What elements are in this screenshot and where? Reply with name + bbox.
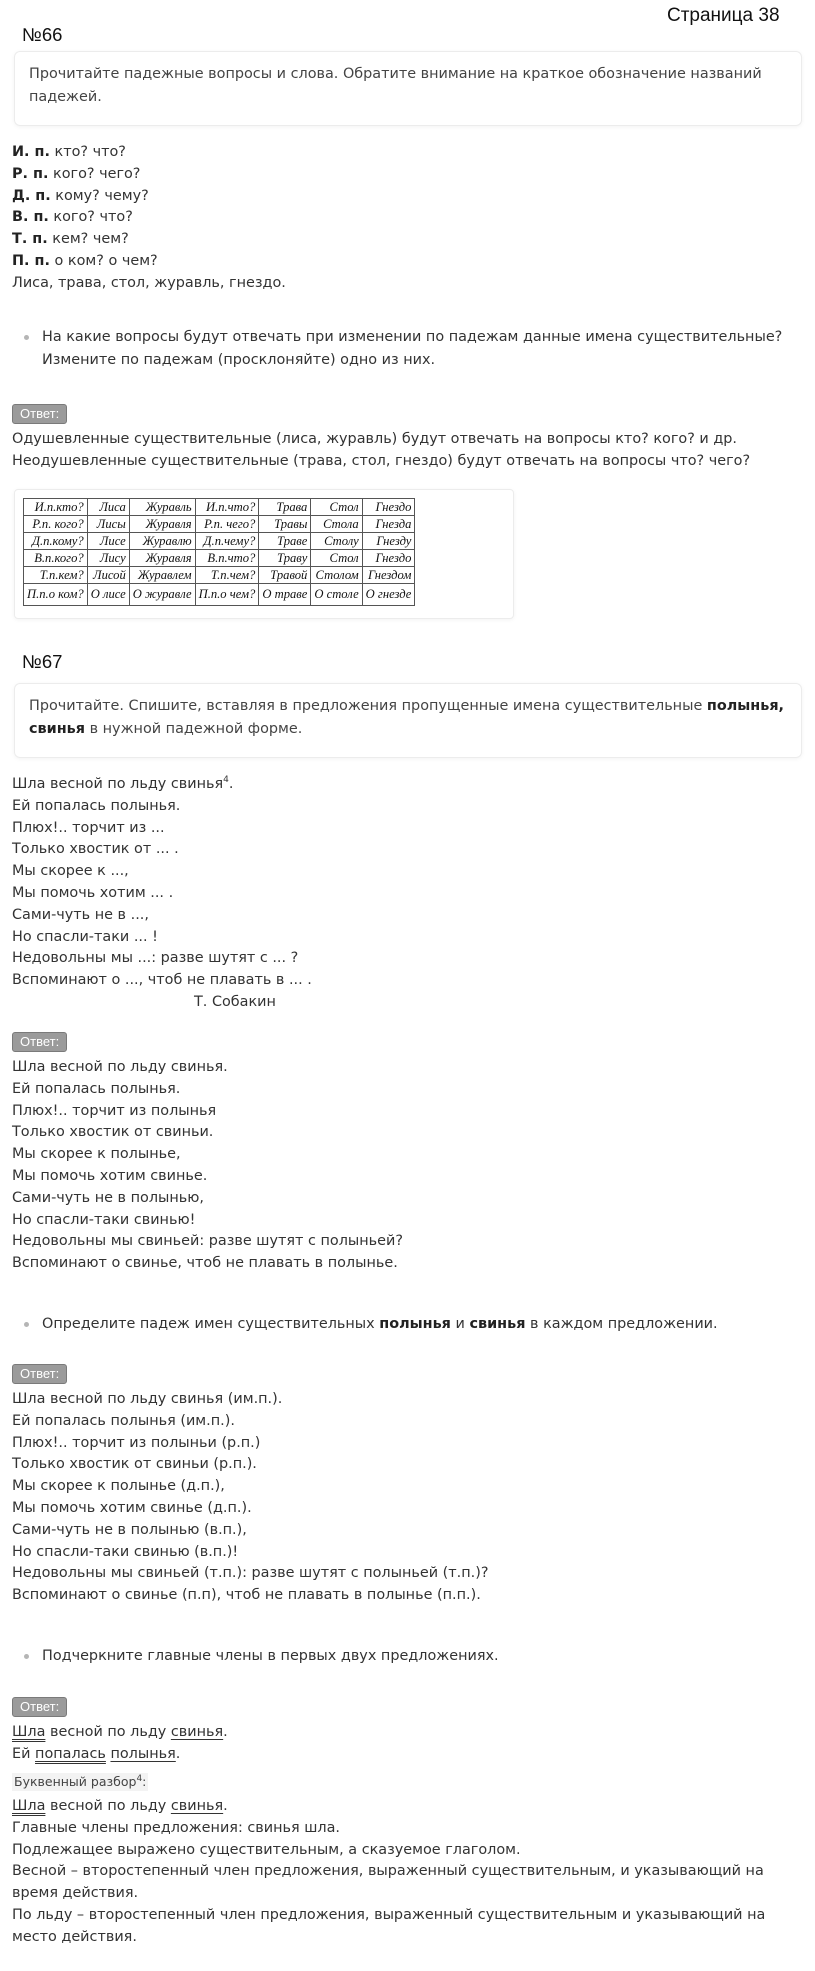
instruction-text: Прочитайте. Спишите, вставляя в предложения пропущенные имена существительные xyxy=(29,698,707,714)
table-cell: Журавль xyxy=(129,499,195,516)
case-questions: кого? чего? xyxy=(48,165,141,182)
instruction-bold-words: полынья, свинья xyxy=(29,698,785,737)
poem-line: Только хвостик от ... . xyxy=(12,841,179,858)
answer-line xyxy=(12,1744,802,1766)
poem-line xyxy=(12,774,802,796)
parse-line: Главные члены предложения: свинья шла. xyxy=(12,1819,341,1836)
page-number: Страница 38 xyxy=(667,5,780,26)
answer-line: Мы скорее к полынье (д.п.), xyxy=(12,1478,225,1495)
table-cell: Гнездом xyxy=(362,567,415,584)
poem-first-text: Шла весной по льду свинья xyxy=(12,776,224,792)
table-cell: Гнезда xyxy=(362,516,415,533)
question-bold-word: полынья xyxy=(379,1316,451,1332)
instruction-text: Прочитайте падежные вопросы и слова. Обратите внимание на краткое обозначение названий падежей. xyxy=(29,66,762,105)
table-cell: О траве xyxy=(259,584,311,606)
task-number-67: №67 xyxy=(22,651,63,672)
declension-table xyxy=(23,498,415,606)
case-abbr: Т. п. xyxy=(12,231,48,248)
answer-line: Шла весной по льду свинья. xyxy=(12,1059,228,1075)
table-cell: О лисе xyxy=(87,584,129,606)
answer-line: Вспоминают о свинье (п.п), чтоб не плавать в полынье (п.п.). xyxy=(12,1587,481,1604)
table-cell: Журавлю xyxy=(129,533,195,550)
table-cell: Лисой xyxy=(87,567,129,584)
parse-label-text: Буквенный разбор xyxy=(14,1774,137,1789)
answer-66 xyxy=(12,429,802,473)
answer-67-2 xyxy=(12,1389,802,1607)
answer-text: весной по льду xyxy=(45,1724,171,1740)
poem-first-end: . xyxy=(228,776,234,792)
table-cell: Травой xyxy=(259,567,311,584)
table-row xyxy=(24,584,415,606)
table-cell: В.п.что? xyxy=(195,550,259,567)
question-67-2 xyxy=(23,1313,803,1336)
parse-label-colon: : xyxy=(142,1774,147,1789)
parse-text: . xyxy=(223,1798,228,1814)
answer-text: Ей xyxy=(12,1745,36,1762)
predicate-underlined: Шла xyxy=(12,1798,46,1814)
table-cell: Лисе xyxy=(87,533,129,550)
footnote-marker: 4 xyxy=(136,1773,143,1784)
word-list: Лиса, трава, стол, журавль, гнездо. xyxy=(12,274,286,291)
answer-line: Но спасли-таки свинью (в.п.)! xyxy=(12,1543,239,1560)
parse-line: Весной – второстепенный член предложения, выраженный существительным, и указывающий на время действия. xyxy=(12,1863,764,1902)
table-row xyxy=(24,533,415,550)
table-cell: Лисы xyxy=(87,516,129,533)
table-row xyxy=(24,499,415,516)
table-cell: Журавля xyxy=(129,550,195,567)
parse-label xyxy=(12,1773,148,1791)
table-cell: И.п.что? xyxy=(195,499,259,516)
poem-line: Плюх!.. торчит из ... xyxy=(12,819,165,836)
parse-line: По льду – второстепенный член предложения, выраженный существительным и указывающий на место действия. xyxy=(12,1906,766,1945)
answer-line: Шла весной по льду свинья (им.п.). xyxy=(12,1391,283,1407)
table-cell: И.п.кто? xyxy=(24,499,88,516)
predicate-underlined: Шла xyxy=(12,1724,46,1740)
table-cell: Траву xyxy=(259,550,311,567)
poem xyxy=(12,774,802,1014)
answer-badge: Ответ: xyxy=(12,1364,67,1384)
table-cell: Стола xyxy=(311,516,362,533)
answer-badge: Ответ: xyxy=(12,1697,67,1717)
case-abbr: И. п. xyxy=(12,144,50,160)
case-questions: кем? чем? xyxy=(47,231,129,248)
table-cell: Гнездо xyxy=(362,499,415,516)
table-cell: Стол xyxy=(311,550,362,567)
table-cell: В.п.кого? xyxy=(24,550,88,567)
parse-text: весной по льду xyxy=(45,1798,171,1814)
table-cell: П.п.о чем? xyxy=(195,584,259,606)
table-cell: Т.п.кем? xyxy=(24,567,88,584)
answer-line: Сами-чуть не в полынью, xyxy=(12,1189,204,1206)
table-cell: Столу xyxy=(311,533,362,550)
answer-line: Недовольны мы свиньей: разве шутят с полыньей? xyxy=(12,1233,403,1250)
task-67-instruction xyxy=(14,683,802,758)
answer-line: Но спасли-таки свинью! xyxy=(12,1211,196,1228)
case-line xyxy=(12,207,802,229)
answer-badge: Ответ: xyxy=(12,1032,67,1052)
table-cell: Трава xyxy=(259,499,311,516)
case-line xyxy=(12,229,802,251)
subject-underlined: свинья xyxy=(170,1724,224,1740)
poem-line: Но спасли-таки ... ! xyxy=(12,928,158,945)
poem-line: Сами-чуть не в ..., xyxy=(12,906,149,923)
case-abbr: Д. п. xyxy=(12,187,51,204)
question-text: в каждом предложении. xyxy=(525,1316,718,1332)
parse-line: Подлежащее выражено существительным, а сказуемое глаголом. xyxy=(12,1841,521,1858)
predicate-underlined: попалась xyxy=(35,1745,106,1762)
answer-line: Одушевленные существительные (лиса, журавль) будут отвечать на вопросы кто? кого? и др. xyxy=(12,431,737,447)
question-66 xyxy=(23,326,803,371)
table-cell: О гнезде xyxy=(362,584,415,606)
case-questions: кто? что? xyxy=(49,144,126,160)
answer-line: Недовольны мы свиньей (т.п.): разве шутят с полыньей (т.п.)? xyxy=(12,1565,489,1582)
poem-line: Мы помочь хотим ... . xyxy=(12,884,174,901)
question-text: Определите падеж имен существительных xyxy=(42,1316,380,1332)
table-cell: О столе xyxy=(311,584,362,606)
question-text: Подчеркните главные члены в первых двух предложениях. xyxy=(42,1648,499,1664)
table-cell: Лиса xyxy=(87,499,129,516)
table-cell: Д.п.кому? xyxy=(24,533,88,550)
case-line xyxy=(12,186,802,208)
case-questions: кому? чему? xyxy=(50,187,149,204)
question-text: На какие вопросы будут отвечать при изменении по падежам данные имена существительные? Измените по падежам (просклоняйте) одно из них. xyxy=(42,329,783,368)
answer-line: Мы помочь хотим свинье. xyxy=(12,1167,208,1184)
answer-line: Ей попалась полынья. xyxy=(12,1080,181,1097)
parse-line xyxy=(12,1796,802,1818)
question-text: и xyxy=(450,1316,470,1332)
table-cell: Стол xyxy=(311,499,362,516)
answer-line: Плюх!.. торчит из полыньи (р.п.) xyxy=(12,1434,261,1451)
table-row xyxy=(24,550,415,567)
task-66-instruction xyxy=(14,51,802,126)
table-cell: Гнезду xyxy=(362,533,415,550)
poem-line: Ей попалась полынья. xyxy=(12,797,181,814)
answer-line: Неодушевленные существительные (трава, стол, гнездо) будут отвечать на вопросы что? чего? xyxy=(12,452,751,469)
footnote-marker: 4 xyxy=(223,775,229,786)
question-bold-word: свинья xyxy=(469,1316,526,1332)
table-cell: Д.п.чему? xyxy=(195,533,259,550)
question-67-3 xyxy=(23,1645,803,1668)
answer-line xyxy=(12,1722,802,1744)
answer-line: Ей попалась полынья (им.п.). xyxy=(12,1412,235,1429)
answer-text: . xyxy=(175,1745,181,1762)
case-abbr: В. п. xyxy=(12,209,49,226)
table-cell: Журавля xyxy=(129,516,195,533)
answer-line: Вспоминают о свинье, чтоб не плавать в полынье. xyxy=(12,1255,398,1272)
table-cell: Журавлем xyxy=(129,567,195,584)
table-cell: Траве xyxy=(259,533,311,550)
table-cell: П.п.о ком? xyxy=(24,584,88,606)
table-cell: Р.п. кого? xyxy=(24,516,88,533)
table-row xyxy=(24,516,415,533)
subject-underlined: свинья xyxy=(170,1798,224,1814)
case-line xyxy=(12,164,802,186)
poem-line: Недовольны мы ...: разве шутят с ... ? xyxy=(12,950,299,967)
answer-line: Только хвостик от свиньи (р.п.). xyxy=(12,1456,257,1473)
answer-badge: Ответ: xyxy=(12,404,67,424)
answer-line: Плюх!.. торчит из полынья xyxy=(12,1102,217,1119)
case-questions: кого? что? xyxy=(48,209,133,226)
declension-table-frame xyxy=(14,489,514,619)
answer-line: Сами-чуть не в полынью (в.п.), xyxy=(12,1521,247,1538)
case-abbr: Р. п. xyxy=(12,165,49,182)
table-cell: Гнездо xyxy=(362,550,415,567)
poem-author: Т. Собакин xyxy=(194,993,276,1010)
case-abbr: П. п. xyxy=(12,252,50,269)
table-cell: Столом xyxy=(311,567,362,584)
task-number-66: №66 xyxy=(22,24,63,45)
table-cell: Травы xyxy=(259,516,311,533)
sentence-parse xyxy=(12,1796,802,1949)
answer-line: Только хвостик от свиньи. xyxy=(12,1124,214,1141)
case-line xyxy=(12,251,802,273)
poem-line: Мы скорее к ..., xyxy=(12,863,129,880)
table-cell: Лису xyxy=(87,550,129,567)
answer-line: Мы скорее к полынье, xyxy=(12,1146,181,1163)
table-cell: О журавле xyxy=(129,584,195,606)
answer-67-3 xyxy=(12,1722,802,1766)
table-row xyxy=(24,567,415,584)
answer-text: . xyxy=(223,1724,228,1740)
case-questions: о ком? о чем? xyxy=(49,252,158,269)
answer-67-1 xyxy=(12,1057,802,1275)
table-cell: Р.п. чего? xyxy=(195,516,259,533)
table-cell: Т.п.чем? xyxy=(195,567,259,584)
answer-line: Мы помочь хотим свинье (д.п.). xyxy=(12,1499,252,1516)
case-list xyxy=(12,142,802,295)
case-line xyxy=(12,142,802,164)
poem-line: Вспоминают о ..., чтоб не плавать в ... . xyxy=(12,972,312,989)
instruction-text-end: в нужной падежной форме. xyxy=(85,720,303,737)
subject-underlined: полынья xyxy=(110,1745,176,1762)
